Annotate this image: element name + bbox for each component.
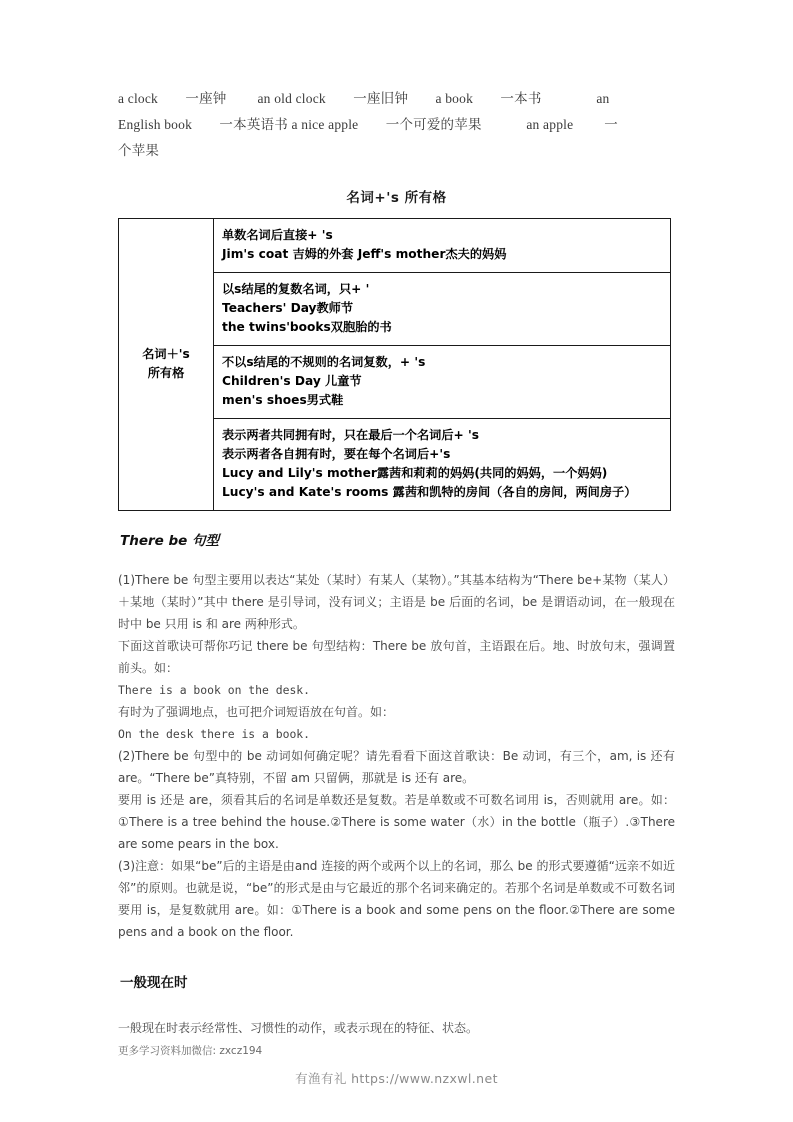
rule-4-line-3: Lucy and Lily's mother露茜和莉莉的妈妈(共同的妈妈，一个妈妈) (222, 466, 608, 480)
table-cell-rule-1 (214, 219, 671, 273)
there-be-paragraph-5: 要用 is 还是 are，须看其后的名词是单数还是复数。若是单数或不可数名词用 is，否则就用 are。如：①There is a tree behind the house.②There is some water（水）in the bottle（瓶子）.③There are some pears in the box. (118, 793, 675, 851)
footer-watermark: 有渔有礼 https://www.nzxwl.net (295, 1071, 498, 1086)
table-row-label (119, 219, 214, 511)
rule-3-line-3: men's shoes男式鞋 (222, 393, 344, 407)
rule-2-line-2: Teachers' Day教师节 (222, 301, 354, 315)
rule-1-line-2: Jim's coat 吉姆的外套 Jeff's mother杰夫的妈妈 (222, 247, 507, 261)
table-cell-rule-3 (214, 346, 671, 419)
table-cell-rule-4 (214, 419, 671, 511)
there-be-paragraph-3: 有时为了强调地点，也可把介词短语放在句首。如： (118, 705, 395, 719)
table-cell-rule-2 (214, 273, 671, 346)
vocabulary-line-1: a clock 一座钟 an old clock 一座旧钟 a book 一本书 an (118, 91, 610, 106)
rule-4-line-1: 表示两者共同拥有时，只在最后一个名词后+ 's (222, 428, 480, 442)
there-be-paragraph-6: (3)注意：如果“be”后的主语是由and 连接的两个或两个以上的名词，那么 be 的形式要遵循“远亲不如近邻”的原则。也就是说，“be”的形式是由与它最近的那个名词来确定的。若那个名词是单数或不可数名词要用 is，是复数就用 are。如：①There is a book and some pens on the floor.②There are some pens and a book on the floor. (118, 859, 675, 939)
rule-2-line-1: 以s结尾的复数名词，只+ ' (222, 282, 370, 296)
vocabulary-line-2: English book 一本英语书 a nice apple 一个可爱的苹果 an apple 一 (118, 117, 618, 132)
there-be-section-title: There be 句型 (120, 533, 220, 549)
vocabulary-block (118, 88, 675, 162)
table-row (119, 219, 671, 273)
there-be-paragraph-4: (2)There be 句型中的 be 动词如何确定呢？请先看看下面这首歌诀：Be 动词，有三个，am, is 还有 are。“There be”真特别，不留 am 只留俩，那就是 is 还有 are。 (118, 749, 675, 785)
rule-1-line-1: 单数名词后直接+ 's (222, 228, 333, 242)
rule-2-line-3: the twins'books双胞胎的书 (222, 320, 392, 334)
there-be-body (118, 569, 675, 943)
there-be-example-2: On the desk there is a book. (118, 727, 311, 741)
footer-wechat-note: 更多学习资料加微信: zxcz194 (118, 1045, 263, 1057)
vocabulary-line-3: 个苹果 (118, 143, 160, 158)
there-be-paragraph-2: 下面这首歌诀可帮你巧记 there be 句型结构：There be 放句首，主语跟在后。地、时放句末，强调置前头。如： (118, 639, 675, 675)
present-simple-paragraph: 一般现在时表示经常性、习惯性的动作，或表示现在的特征、状态。 (118, 1021, 479, 1035)
rule-3-line-1: 不以s结尾的不规则的名词复数，+ 's (222, 355, 426, 369)
possessive-section-title: 名词+'s 所有格 (346, 190, 447, 206)
possessive-table (118, 218, 671, 511)
rule-3-line-2: Children's Day 儿童节 (222, 374, 362, 388)
rule-4-line-2: 表示两者各自拥有时，要在每个名词后+'s (222, 447, 451, 461)
present-simple-section-title: 一般现在时 (120, 975, 188, 991)
row-label-line-1: 名词＋'s (142, 347, 190, 361)
rule-4-line-4: Lucy's and Kate's rooms 露茜和凯特的房间（各自的房间，两间房子） (222, 485, 637, 499)
there-be-paragraph-1: (1)There be 句型主要用以表达“某处（某时）有某人（某物）。”其基本结构为“There be+某物（某人）＋某地（某时）”其中 there 是引导词，没有词义；主语是 be 后面的名词，be 是谓语动词，在一般现在时中 be 只用 is 和 are 两种形式。 (118, 573, 675, 631)
there-be-example-1: There is a book on the desk. (118, 683, 311, 697)
row-label-line-2: 所有格 (147, 366, 185, 380)
